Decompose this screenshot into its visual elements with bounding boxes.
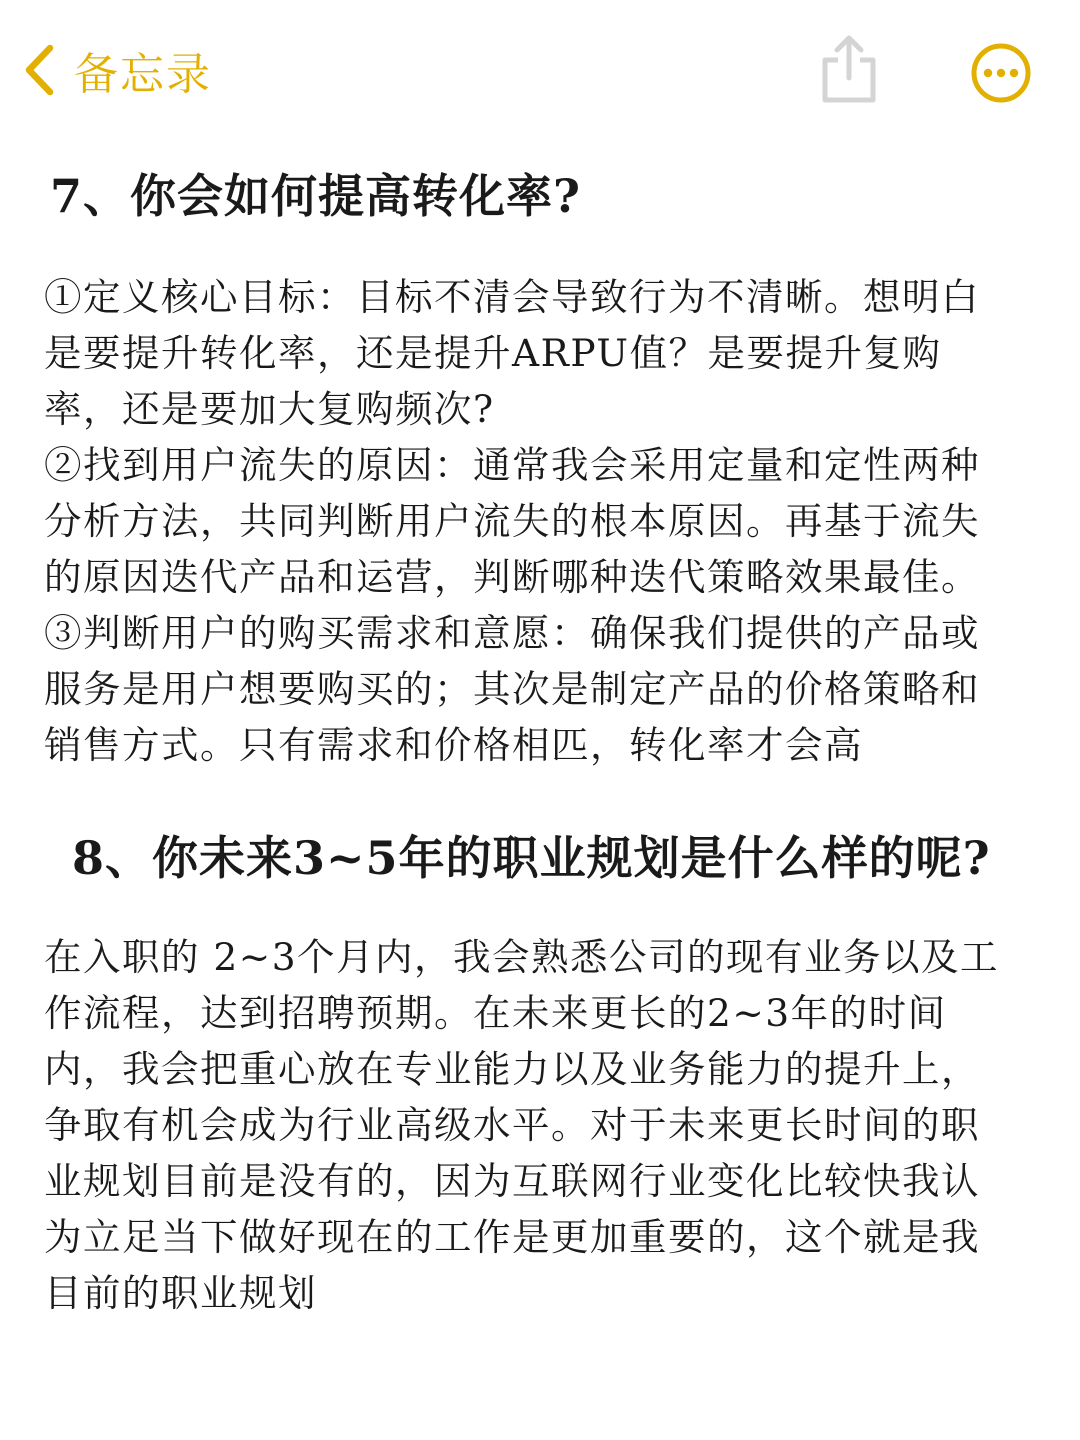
section-7-title: 7、你会如何提高转化率? [50, 169, 581, 223]
section-8-title: 8、你未来3~5年的职业规划是什么样的呢? [72, 831, 991, 885]
section-7-body [44, 269, 1040, 773]
chevron-left-icon [22, 43, 56, 97]
section-7-line: 是要提升转化率，还是提升ARPU值？是要提升复购 [44, 331, 942, 375]
section-8-line: 目前的职业规划 [44, 1271, 317, 1315]
section-8-line: 争取有机会成为行业高级水平。对于未来更长时间的职 [44, 1103, 980, 1147]
section-7-line: 率，还是要加大复购频次? [44, 387, 495, 431]
section-7-line: 分析方法，共同判断用户流失的根本原因。再基于流失 [44, 499, 980, 543]
section-7-line: 销售方式。只有需求和价格相匹，转化率才会高 [44, 723, 863, 767]
section-8-body [44, 929, 1040, 1321]
section-8-line: 作流程，达到招聘预期。在未来更长的2~3年的时间 [44, 991, 947, 1035]
more-icon [970, 42, 1032, 104]
navigation-bar [0, 0, 1080, 130]
more-button[interactable] [970, 42, 1032, 104]
section-7-line: ②找到用户流失的原因：通常我会采用定量和定性两种 [44, 443, 980, 487]
section-8-line: 业规划目前是没有的，因为互联网行业变化比较快我认 [44, 1159, 980, 1203]
section-7-line: ①定义核心目标：目标不清会导致行为不清晰。想明白 [44, 275, 980, 319]
share-button[interactable] [818, 34, 880, 104]
section-7-line: 服务是用户想要购买的；其次是制定产品的价格策略和 [44, 667, 980, 711]
section-8-line: 内，我会把重心放在专业能力以及业务能力的提升上， [44, 1047, 980, 1091]
section-7-line: ③判断用户的购买需求和意愿：确保我们提供的产品或 [44, 611, 980, 655]
back-button-label: 备忘录 [74, 49, 212, 100]
section-8-line: 为立足当下做好现在的工作是更加重要的，这个就是我 [44, 1215, 980, 1259]
section-7-line: 的原因迭代产品和运营，判断哪种迭代策略效果最佳。 [44, 555, 980, 599]
section-8-line: 在入职的 2~3个月内，我会熟悉公司的现有业务以及工 [44, 935, 1000, 979]
back-button[interactable] [22, 40, 212, 100]
share-icon [818, 34, 880, 104]
